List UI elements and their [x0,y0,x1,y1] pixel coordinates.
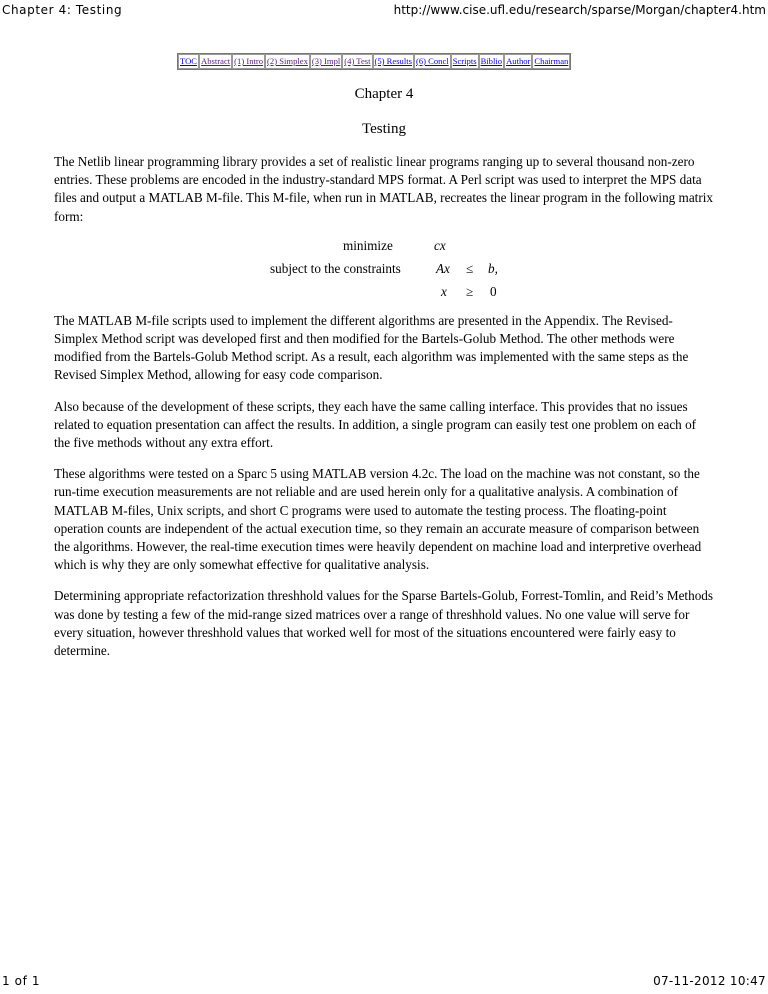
formula-minimize-label: minimize [343,237,393,253]
formula-ge-symbol: ≥ [466,283,474,299]
formula-constraint-rhs: b, [488,260,498,276]
nav-link-chairman[interactable]: Chairman [532,54,570,69]
formula-zero: 0 [490,283,497,299]
paragraph-scripts: The MATLAB M-file scripts used to implement the different algorithms are presented in the Appendix. The Revised-Simplex Method script was developed first and then modified for the Bartels-Golub Method. The other methods were modified from the Bartels-Golub Method script. As a result, each algorithm was implemented with the same steps as the Revised Simplex Method, allowing for easy code comparison. [54,312,689,383]
chapter-title: Testing [362,121,406,137]
formula-objective: cx [434,237,446,253]
formula-constraints-label: subject to the constraints [270,260,401,276]
nav-link-biblio[interactable]: Biblio [479,54,505,69]
nav-link-scripts[interactable]: Scripts [451,54,479,69]
print-header [0,3,768,19]
nav-link-results[interactable]: (5) Results [373,54,414,69]
nav-link-abstract[interactable]: Abstract [199,54,232,69]
chapter-label: Chapter 4 [354,86,414,102]
nav-link-concl[interactable]: (6) Concl [414,54,451,69]
formula-constraint-lhs: Ax [436,260,450,276]
paragraph-threshold: Determining appropriate refactorization threshhold values for the Sparse Bartels-Golub, Forrest-Tomlin, and Reid’s Methods was done by testing a few of the mid-range sized matrices over a range of threshhold values. No one value will serve for every situation, however threshhold values that worked well for most of the situations encountered were fairly easy to determine. [54,588,714,659]
print-footer [0,974,768,990]
paragraph-interface: Also because of the development of these scripts, they each have the same calling interface. This provides that no issues related to equation presentation can affect the results. In addition, a single program can easily test one problem on each of the five methods without any extra effort. [54,398,697,451]
nav-link-test[interactable]: (4) Test [342,54,372,69]
nav-link-simplex[interactable]: (2) Simplex [265,54,310,69]
chapter-body [54,153,714,673]
nav-link-author[interactable]: Author [504,54,532,69]
chapter-navbar [177,53,571,70]
paragraph-netlib: The Netlib linear programming library provides a set of realistic linear programs ranging up to several thousand non-zero entries. These problems are encoded in the industry-standard MPS format. A Perl script was used to interpret the MPS data files and output a MATLAB M-file. This M-file, when run in MATLAB, recreates the linear program in the following matrix form: [54,154,713,224]
print-datetime: 07-11-2012 10:47 [653,974,766,988]
formula-le-symbol: ≤ [466,260,474,276]
page-title: Chapter 4: Testing [2,3,123,17]
nav-link-toc[interactable]: TOC [178,54,199,69]
lp-formula [54,239,714,299]
page-count: 1 of 1 [2,974,41,988]
page-url: http://www.cise.ufl.edu/research/sparse/Morgan/chapter4.htm [393,3,766,17]
nav-link-intro[interactable]: (1) Intro [232,54,265,69]
nav-link-impl[interactable]: (3) Impl [310,54,342,69]
formula-var: x [441,283,447,299]
paragraph-testing-setup: These algorithms were tested on a Sparc 5 using MATLAB version 4.2c. The load on the machine was not constant, so the run-time execution measurements are not reliable and are used herein only for a qualitative analysis. A combination of MATLAB M-files, Unix scripts, and short C programs were used to automate the testing process. The floating-point operation counts are independent of the actual execution time, so they remain an accurate measure of comparison between the algorithms. However, the real-time execution times were heavily dependent on machine load and interpretive overhead which is why they are only somewhat effective for qualitative analysis. [54,466,702,573]
